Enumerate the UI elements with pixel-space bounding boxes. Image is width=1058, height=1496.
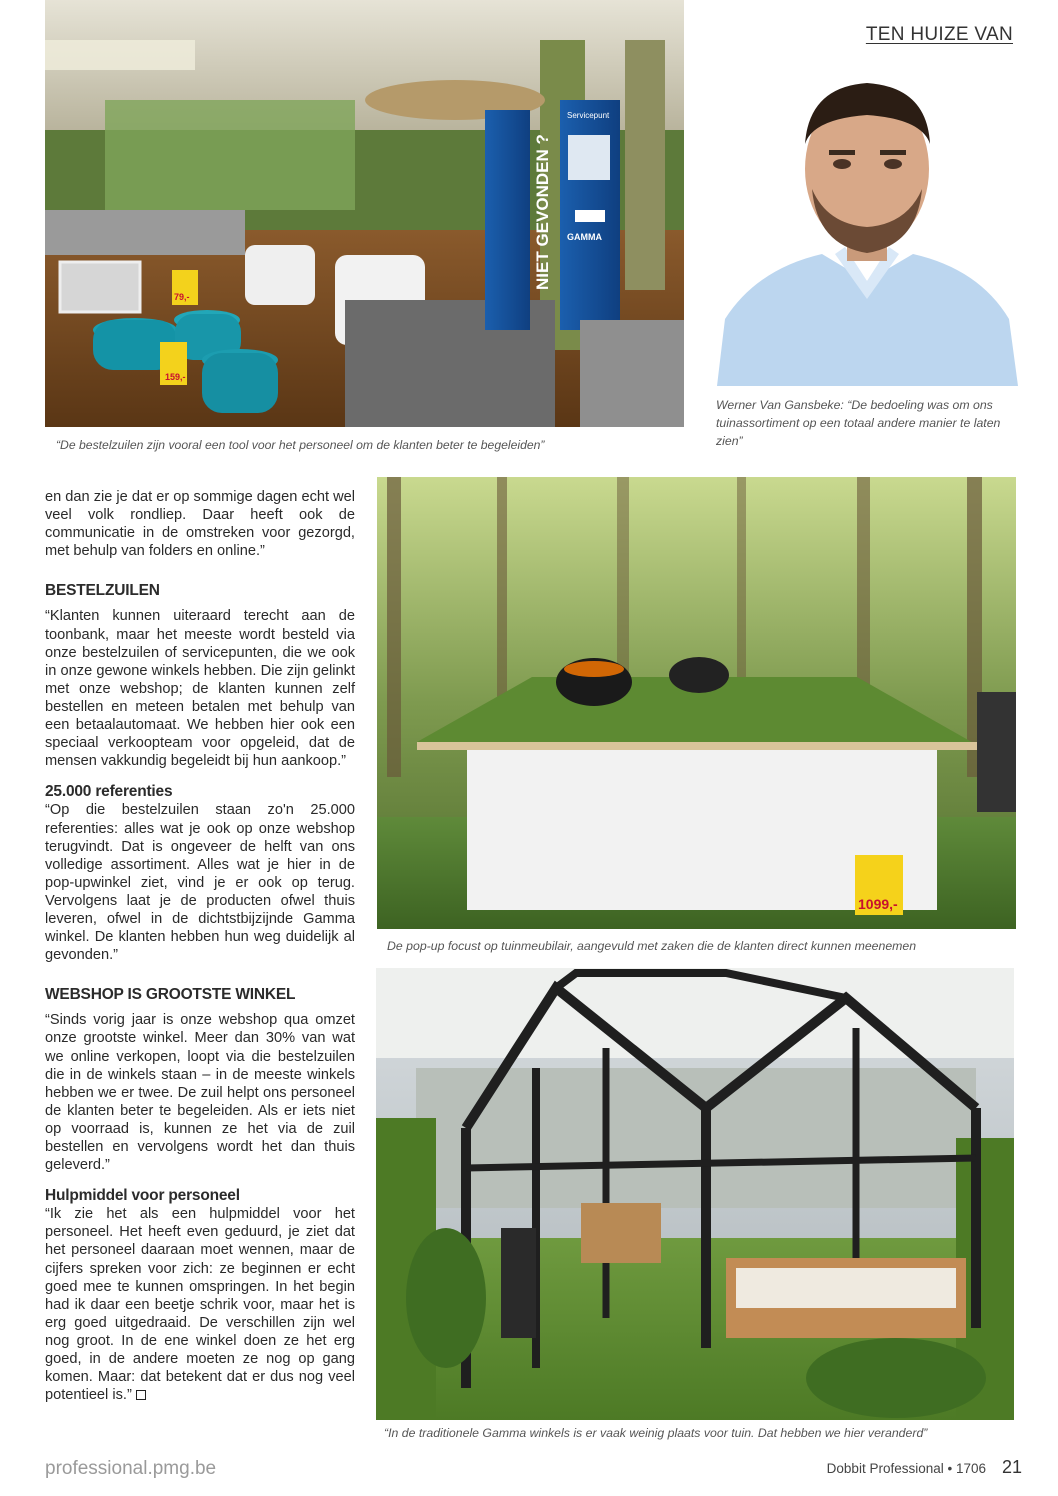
paragraph-bestelzuilen: “Klanten kunnen uiteraard terecht aan de toonbank, maar het meeste wordt besteld via onze bestelzuilen of servicepunten, die we ook in onze gewone winkels hebben. Die zijn gelinkt met onze webshop; de klanten kunnen zelf bestellen en meteen betalen met behulp van een betaalautomaat. We hebben hier ook een speciaal verkoopteam voor opgeleid, dat de mensen vakkundig begeleidt bij hun aankoop.” bbox=[45, 608, 355, 770]
article-column bbox=[45, 488, 355, 1404]
store-interior-photo bbox=[45, 0, 684, 427]
kiosk-panel-text: Servicepunt bbox=[567, 111, 610, 120]
page-number: 21 bbox=[1001, 1457, 1022, 1477]
footer-publication: Dobbit Professional • 1706 bbox=[826, 1461, 986, 1476]
store-interior-caption: “De bestelzuilen zijn vooral een tool voor het personeel om de klanten beter te begeleiden” bbox=[56, 438, 545, 452]
paragraph-intro: en dan zie je dat er op sommige dagen echt wel veel volk rondliep. Daar heeft ook de communicatie in de omstreken voor gezorgd, met behulp van folders en online.” bbox=[45, 489, 355, 560]
portrait-photo bbox=[717, 49, 1018, 386]
footer-website[interactable]: professional.pmg.be bbox=[45, 1458, 217, 1479]
popup-price-tag: 1099,- bbox=[858, 896, 898, 912]
heading-bestelzuilen: BESTELZUILEN bbox=[45, 582, 160, 600]
paragraph-hulpmiddel: “Ik zie het als een hulpmiddel voor het personeel. Het heeft even geduurd, je ziet dat het personeel daaraan moet wennen, maar de cijfers spreken voor zich: ze beginnen er echt goed mee te kunnen omspringen. In het begin had ik daar een beetje schrik voor, maar het is erg goed uitgedraaid. De verschillen zijn wel nog groot. In de ene winkel doen ze het erg goed, in de andere moeten ze nog op gang komen. Maar: dat betekent dat er dus nog veel potentieel is.” bbox=[45, 1206, 355, 1404]
greenhouse-caption: “In de traditionele Gamma winkels is er vaak weinig plaats voor tuin. Dat hebben we hier veranderd” bbox=[384, 1426, 928, 1440]
paragraph-referenties: “Op die bestelzuilen staan zo'n 25.000 referenties: alles wat je ook op onze webshop terugvindt. Dat is ongeveer de helft van ons volledige assortiment. Alles wat je hier in de pop-upwinkel ziet, vind je er ook op terug. Vervolgens laat je de producten ofwel thuis leveren, ofwel in de dichtstbijzijnde Gamma winkel. De klanten hebben hun weg duidelijk al gevonden.” bbox=[45, 802, 355, 964]
portrait-caption: Werner Van Gansbeke: “De bedoeling was om ons tuinassortiment op een totaal andere manier te laten zien” bbox=[716, 398, 1001, 448]
price-tag-1: 79,- bbox=[174, 292, 190, 302]
kiosk-brand-text: GAMMA bbox=[567, 232, 602, 242]
heading-webshop: WEBSHOP IS GROOTSTE WINKEL bbox=[45, 986, 296, 1004]
heading-hulpmiddel: Hulpmiddel voor personeel bbox=[45, 1187, 240, 1205]
popup-display-photo bbox=[377, 477, 1016, 929]
paragraph-hulpmiddel-wrap bbox=[45, 1205, 355, 1404]
popup-display-caption: De pop-up focust op tuinmeubilair, aangevuld met zaken die de klanten direct kunnen meenemen bbox=[387, 939, 917, 953]
greenhouse-photo bbox=[376, 968, 1014, 1420]
heading-referenties: 25.000 referenties bbox=[45, 783, 173, 801]
price-tag-2: 159,- bbox=[165, 372, 186, 382]
paragraph-webshop: “Sinds vorig jaar is onze webshop qua omzet onze grootste winkel. Meer dan 30% van wat we online verkopen, loopt via die bestelzuilen die in de winkels staan – in de meeste winkels hebben we er twee. De zuil helpt ons personeel de klanten beter te begeleiden. Als er iets niet op voorraad is, kunnen ze het via de zuil bestellen en vervolgens wordt het dan thuis geleverd.” bbox=[45, 1012, 355, 1174]
section-label: TEN HUIZE VAN bbox=[865, 24, 1013, 45]
end-of-article-icon bbox=[136, 1390, 146, 1400]
kiosk-sign-text: NIET GEVONDEN ? bbox=[533, 134, 552, 290]
